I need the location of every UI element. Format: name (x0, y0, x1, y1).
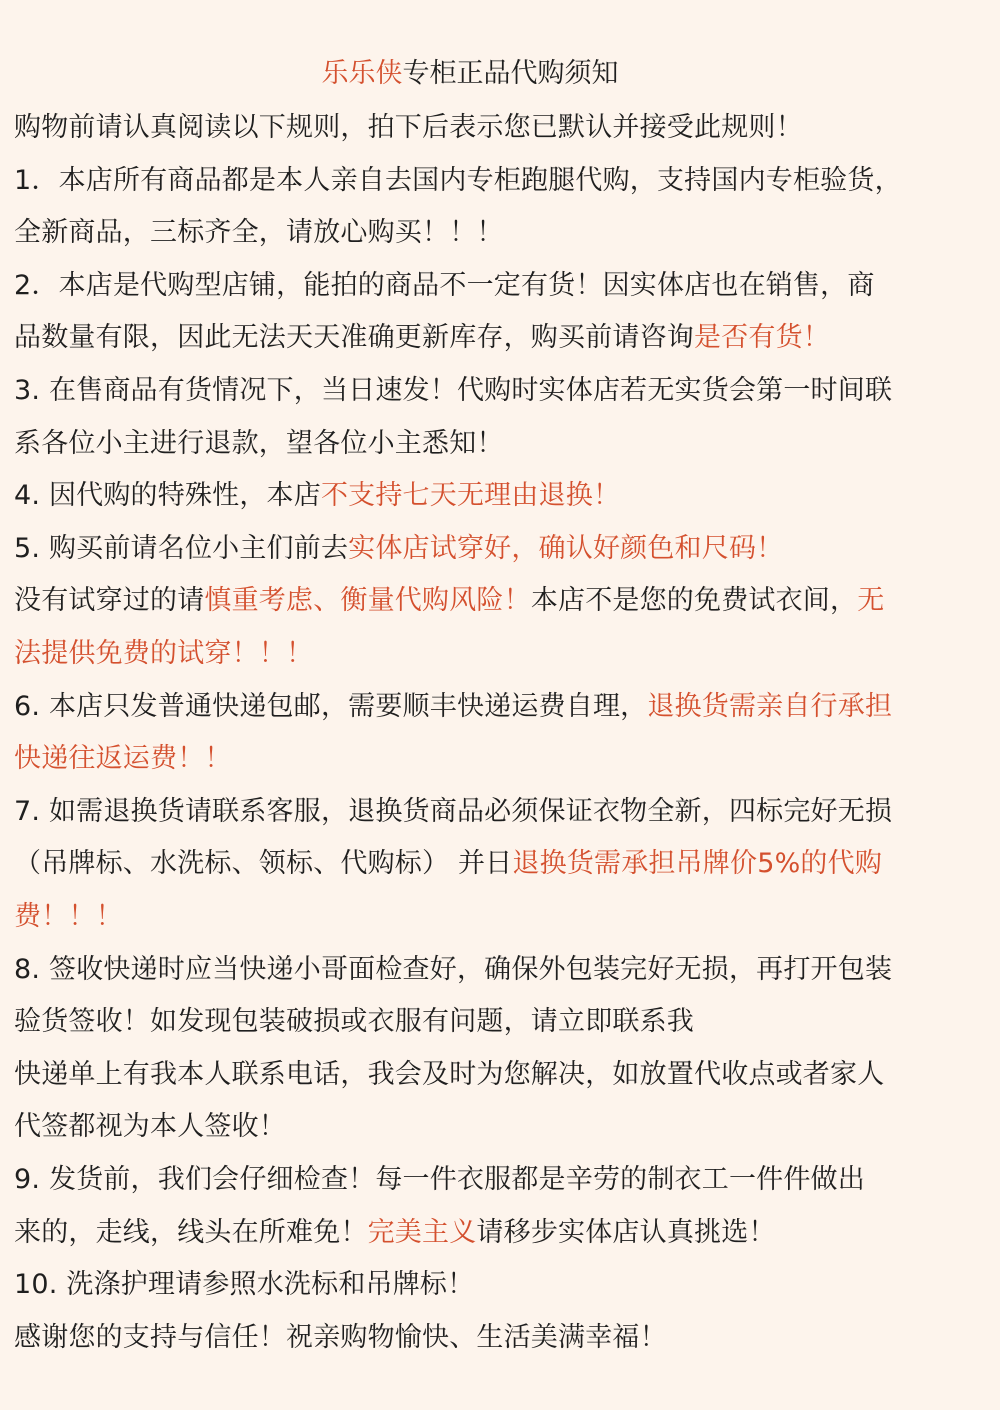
rule-text: （吊牌标、水洗标、领标、代购标） 并日 (14, 848, 513, 880)
rule-line (14, 213, 986, 253)
highlighted-text: 法提供免费的试穿！！！ (14, 638, 314, 669)
rule-line (14, 792, 986, 832)
rule-line (14, 634, 986, 674)
rule-text: 10. 洗涤护理请参照水洗标和吊牌标！ (14, 1269, 475, 1301)
rule-line (14, 897, 986, 937)
highlighted-text: 慎重考虑、衡量代购风险！ (204, 585, 531, 617)
brand-name: 乐乐侠 (321, 58, 403, 89)
rule-text: 没有试穿过的请 (14, 585, 205, 617)
rule-line (14, 371, 986, 411)
rule-text: 1．本店所有商品都是本人亲自去国内专柜跑腿代购，支持国内专柜验货， (14, 164, 902, 196)
rule-line (14, 1160, 986, 1200)
rule-text: 代签都视为本人签收！ (14, 1111, 286, 1143)
rule-text: 7. 如需退换货请联系客服，退换货商品必须保证衣物全新，四标完好无损 (14, 795, 893, 827)
rule-line (14, 1002, 986, 1042)
rule-line (14, 266, 986, 306)
rule-line (14, 1055, 986, 1095)
rule-line (14, 1213, 986, 1253)
highlighted-text: 快递往返运费！！ (14, 743, 232, 775)
rule-line (14, 161, 986, 201)
rule-text: 验货签收！如发现包装破损或衣服有问题，请立即联系我 (14, 1006, 694, 1038)
highlighted-text: 退换货需亲自行承担 (647, 690, 893, 722)
rule-line (14, 844, 986, 884)
rule-text: 本店不是您的免费试衣间， (530, 585, 858, 617)
highlighted-text: 实体店试穿好，确认好颜色和尺码！ (348, 532, 784, 564)
rule-text: 来的，走线，线头在所难免！ (14, 1216, 368, 1248)
rule-text: 系各位小主进行退款，望各位小主悉知！ (14, 427, 504, 459)
rule-line (14, 318, 986, 358)
rule-text: 2．本店是代购型店铺，能拍的商品不一定有货！因实体店也在销售，商 (14, 269, 875, 301)
rule-text: 感谢您的支持与信任！祝亲购物愉快、生活美满幸福！ (14, 1321, 667, 1353)
highlighted-text: 无 (857, 585, 885, 617)
highlighted-text: 费！！！ (14, 901, 123, 932)
page-title (0, 52, 940, 96)
rule-text: 4. 因代购的特殊性，本店 (14, 480, 321, 512)
rule-text: 快递单上有我本人联系电话，我会及时为您解决，如放置代收点或者家人 (14, 1058, 885, 1090)
title-text: 专柜正品代购须知 (402, 58, 619, 89)
rule-text: 购物前请认真阅读以下规则，拍下后表示您已默认并接受此规则！ (14, 112, 803, 143)
rule-line (14, 581, 986, 621)
highlighted-text: 不支持七天无理由退换！ (320, 480, 621, 512)
rule-text: 请移步实体店认真挑选！ (476, 1216, 776, 1248)
rule-line (14, 687, 986, 727)
rule-line (14, 950, 986, 990)
rule-line (14, 1107, 986, 1147)
rule-text: 3. 在售商品有货情况下，当日速发！代购时实体店若无实货会第一时间联 (14, 375, 893, 406)
rule-line (14, 476, 986, 516)
rule-text: 9. 发货前，我们会仔细检查！每一件衣服都是辛劳的制衣工一件件做出 (14, 1164, 865, 1195)
highlighted-text: 完美主义 (367, 1216, 477, 1248)
rule-text: 8. 签收快递时应当快递小哥面检查好，确保外包装完好无损，再打开包装 (14, 953, 893, 985)
rule-line (14, 739, 986, 779)
highlighted-text: 退换货需承担吊牌价5%的代购 (512, 848, 883, 880)
rule-text: 6. 本店只发普通快递包邮，需要顺丰快递运费自理， (14, 690, 648, 722)
rule-text: 品数量有限，因此无法天天准确更新库存，购买前请咨询 (14, 322, 694, 354)
rule-line (14, 1265, 986, 1305)
rule-text: 5. 购买前请名位小主们前去 (14, 532, 349, 564)
rule-line (14, 108, 986, 148)
rule-line (14, 529, 986, 569)
rule-line (14, 424, 986, 464)
rule-line (14, 1318, 986, 1358)
highlighted-text: 是否有货！ (694, 322, 830, 354)
rule-text: 全新商品，三标齐全，请放心购买！！！ (14, 217, 504, 249)
